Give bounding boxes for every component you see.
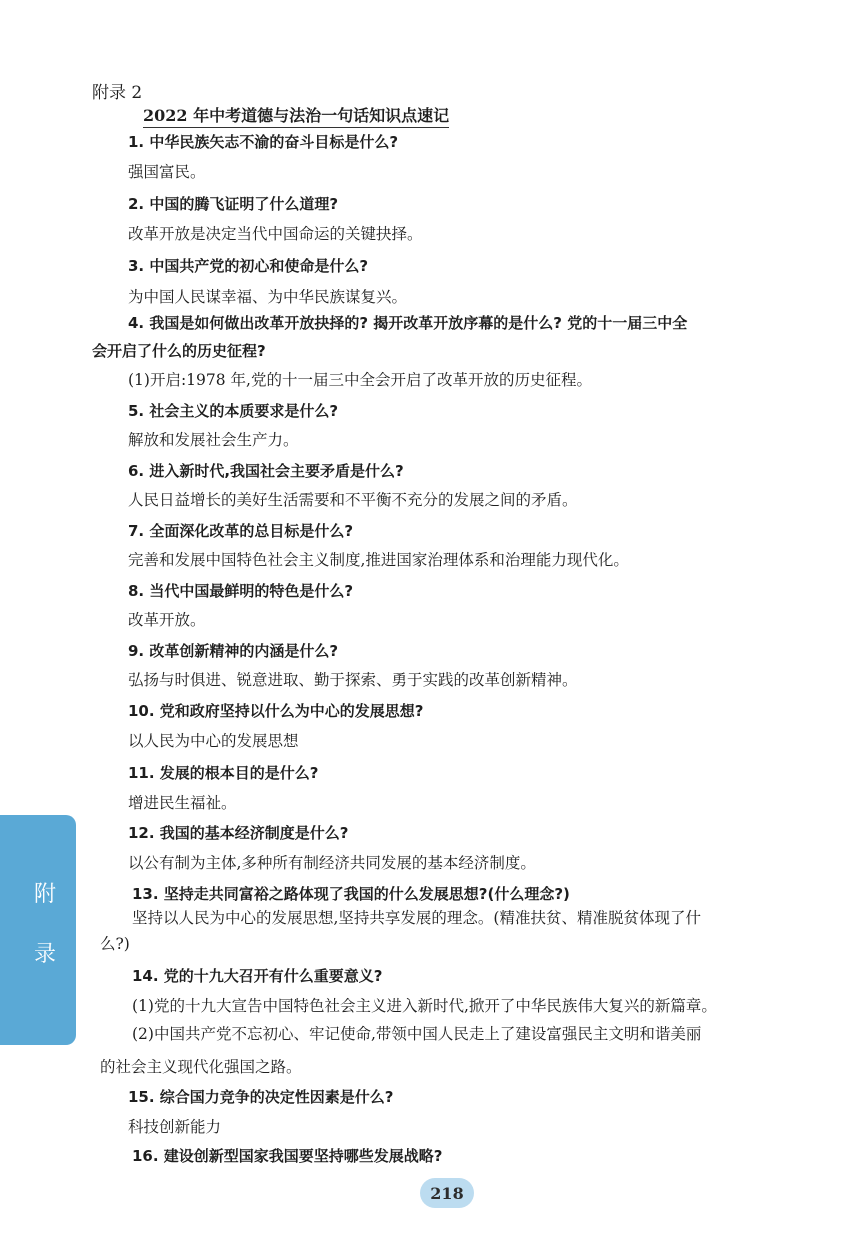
- question-line: 会开启了什么的历史征程?: [92, 342, 266, 360]
- page-title: 2022 年中考道德与法治一句话知识点速记: [143, 103, 449, 128]
- question-line: 10. 党和政府坚持以什么为中心的发展思想?: [128, 702, 424, 720]
- answer-line: 人民日益增长的美好生活需要和不平衡不充分的发展之间的矛盾。: [128, 491, 578, 509]
- answer-line: (1)开启:1978 年,党的十一届三中全会开启了改革开放的历史征程。: [128, 371, 592, 389]
- question-line: 15. 综合国力竞争的决定性因素是什么?: [128, 1088, 394, 1106]
- answer-line: 为中国人民谋幸福、为中华民族谋复兴。: [128, 288, 408, 306]
- appendix-side-tab: [0, 815, 76, 1045]
- answer-line: 改革开放是决定当代中国命运的关键抉择。: [128, 225, 423, 243]
- question-line: 5. 社会主义的本质要求是什么?: [128, 402, 339, 420]
- question-line: 3. 中国共产党的初心和使命是什么?: [128, 257, 369, 275]
- question-line: 9. 改革创新精神的内涵是什么?: [128, 642, 339, 660]
- side-tab-char-1: 附: [34, 882, 57, 907]
- question-line: 2. 中国的腾飞证明了什么道理?: [128, 195, 339, 213]
- answer-line: (1)党的十九大宣告中国特色社会主义进入新时代,掀开了中华民族伟大复兴的新篇章。: [132, 997, 717, 1015]
- answer-line: 的社会主义现代化强国之路。: [100, 1058, 302, 1076]
- answer-line: 强国富民。: [128, 163, 206, 181]
- side-tab-char-2: 录: [34, 942, 57, 967]
- answer-line: 么?): [100, 935, 130, 953]
- answer-line: 解放和发展社会生产力。: [128, 431, 299, 449]
- question-line: 8. 当代中国最鲜明的特色是什么?: [128, 582, 354, 600]
- answer-line: 完善和发展中国特色社会主义制度,推进国家治理体系和治理能力现代化。: [128, 551, 629, 569]
- answer-line: 改革开放。: [128, 611, 206, 629]
- question-line: 1. 中华民族矢志不渝的奋斗目标是什么?: [128, 133, 399, 151]
- answer-line: 增进民生福祉。: [128, 794, 237, 812]
- appendix-label: 附录 2: [92, 83, 143, 103]
- question-line: 11. 发展的根本目的是什么?: [128, 764, 319, 782]
- question-line: 13. 坚持走共同富裕之路体现了我国的什么发展思想?(什么理念?): [132, 885, 570, 903]
- answer-line: (2)中国共产党不忘初心、牢记使命,带领中国人民走上了建设富强民主文明和谐美丽: [132, 1025, 702, 1043]
- question-line: 12. 我国的基本经济制度是什么?: [128, 824, 349, 842]
- question-line: 14. 党的十九大召开有什么重要意义?: [132, 967, 383, 985]
- question-line: 6. 进入新时代,我国社会主要矛盾是什么?: [128, 462, 404, 480]
- question-line: 16. 建设创新型国家我国要坚持哪些发展战略?: [132, 1147, 443, 1165]
- answer-line: 以人民为中心的发展思想: [128, 732, 299, 750]
- answer-line: 弘扬与时俱进、锐意进取、勤于探索、勇于实践的改革创新精神。: [128, 671, 578, 689]
- page-number: 218: [420, 1178, 474, 1208]
- answer-line: 坚持以人民为中心的发展思想,坚持共享发展的理念。(精准扶贫、精准脱贫体现了什: [132, 909, 701, 927]
- answer-line: 科技创新能力: [128, 1118, 222, 1136]
- answer-line: 以公有制为主体,多种所有制经济共同发展的基本经济制度。: [128, 854, 536, 872]
- question-line: 4. 我国是如何做出改革开放抉择的? 揭开改革开放序幕的是什么? 党的十一届三中全: [128, 314, 688, 332]
- question-line: 7. 全面深化改革的总目标是什么?: [128, 522, 354, 540]
